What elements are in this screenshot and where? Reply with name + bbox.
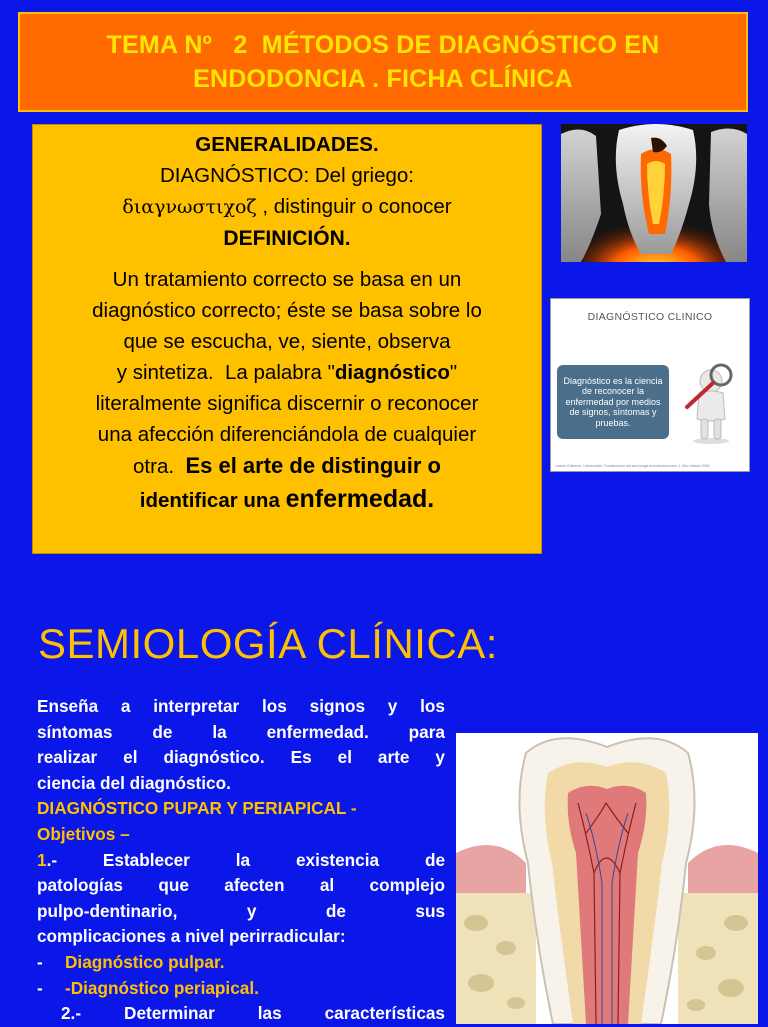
semio-line-6: Objetivos – — [37, 823, 130, 844]
def-line-4 — [33, 357, 541, 388]
semio-line-1: Enseña a interpretar los signos y los — [37, 696, 445, 716]
def-line-2: diagnóstico correcto; éste se basa sobre lo — [92, 299, 482, 322]
def-line-8 — [33, 484, 541, 516]
item-diagnostico-periapical: -Diagnóstico periapical. — [65, 977, 259, 998]
semio-line-5: DIAGNÓSTICO PUPAR Y PERIAPICAL - — [37, 798, 357, 819]
semiologia-heading: SEMIOLOGÍA CLÍNICA: — [38, 620, 498, 667]
objective-number-1: 1 — [37, 849, 47, 870]
def-line-5: literalmente significa discernir o reconocer — [95, 392, 479, 415]
list-dash: - — [37, 951, 43, 972]
diagnostico-clinico-card — [550, 298, 750, 472]
def-line-8-a: identificar una — [139, 489, 286, 512]
semio-line-3: realizar el diagnóstico. Es el arte y — [37, 747, 445, 768]
list-dash: - — [37, 977, 43, 998]
greek-line-rest: , distinguir o conocer — [256, 195, 452, 218]
def-line-4-a: y sintetiza. La palabra " — [116, 361, 335, 384]
card-footer: Lorena Gutierrez. Universidad. Fundamentos del semiologia endodontica tomo 1. Año editado 2008 — [555, 464, 710, 468]
def-line-7 — [33, 450, 541, 482]
semio-line-7 — [37, 848, 445, 874]
semiologia-text — [37, 694, 445, 1027]
def-line-4-c: " — [449, 361, 458, 384]
semio-line-7-rest: .- Establecer la existencia de — [46, 849, 445, 870]
semio-line-4: ciencia del diagnóstico. — [37, 772, 231, 793]
tooth-cross-section-icon — [456, 733, 758, 1024]
def-line-3: que se escucha, ve, siente, observa — [123, 330, 451, 353]
objective-number-2: 2.- — [61, 1003, 82, 1024]
list-item — [37, 950, 445, 976]
semio-line-11-rest: Determinar las características — [81, 1003, 445, 1024]
title-banner — [18, 12, 748, 112]
card-title: DIAGNÓSTICO CLINICO — [587, 311, 713, 323]
title-line-1: TEMA Nº 2 MÉTODOS DE DIAGNÓSTICO EN — [106, 31, 660, 59]
diagnostico-line: DIAGNÓSTICO: Del griego: — [159, 164, 415, 187]
list-item — [37, 976, 445, 1002]
semio-line-8: patologías que afecten al complejo — [37, 875, 445, 896]
title-line-2: ENDODONCIA . FICHA CLÍNICA — [193, 65, 573, 93]
semio-line-11 — [37, 1001, 445, 1027]
def-line-6: una afección diferenciándola de cualquier — [97, 423, 477, 446]
generalidades-box — [32, 124, 542, 554]
item-diagnostico-pulpar: Diagnóstico pulpar. — [65, 951, 225, 972]
tooth-anatomy-image — [456, 733, 758, 1024]
definicion-heading: DEFINICIÓN. — [223, 227, 351, 250]
generalidades-heading: GENERALIDADES. — [195, 133, 379, 156]
semio-line-2: síntomas de la enfermedad. para — [37, 721, 445, 742]
magnifier-figure-icon — [673, 359, 743, 445]
def-line-4-b: diagnóstico — [334, 361, 450, 384]
def-line-7-a: otra. — [133, 455, 186, 478]
greek-word: διαγνωστιχοζ — [122, 196, 257, 218]
definition-paragraph — [33, 264, 541, 516]
card-definition-bubble: Diagnóstico es la ciencia de reconocer la enfermedad por medios de signos, síntomas y pruebas. — [557, 365, 669, 439]
tooth-decay-icon — [561, 124, 747, 262]
greek-line — [33, 191, 541, 223]
def-line-1: Un tratamiento correcto se basa en un — [112, 268, 462, 291]
def-line-8-b: enfermedad. — [285, 485, 435, 513]
semio-line-9: pulpo-dentinario, y de sus — [37, 900, 445, 921]
tooth-decay-image — [561, 124, 747, 262]
semio-line-10: complicaciones a nivel perirradicular: — [37, 926, 346, 947]
def-line-7-b: Es el arte de distinguir o — [185, 453, 441, 478]
